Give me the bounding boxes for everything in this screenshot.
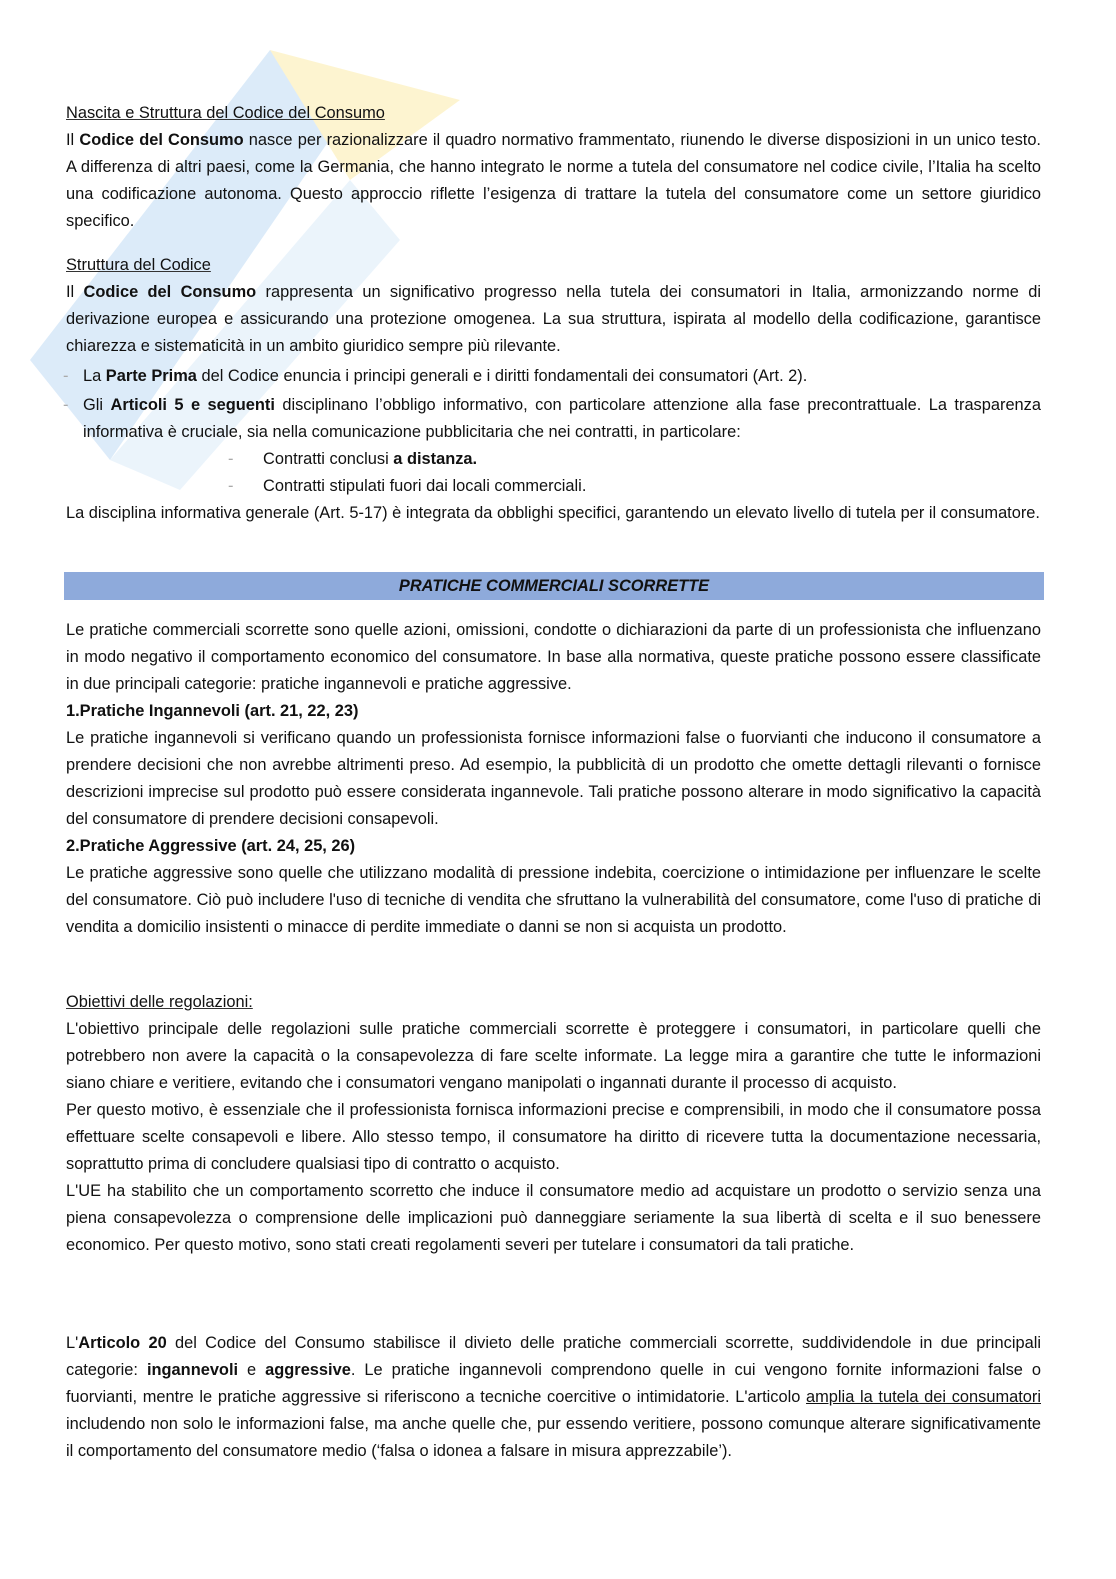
text-run: Le pratiche aggressive sono quelle che utilizzano modalità di pressione indebita, coercizione o intimidazione per influenzare le scelte del consumatore. Ciò può includere l'uso di tecniche di vendita che sfruttano la vulnerabilità del consumatore, come l'uso di pratiche di vendita a domicilio insistenti o minacce di perdite immediate o danni se non si acquista un prodotto.	[66, 864, 1041, 936]
bold-text: ingannevoli	[146, 1361, 239, 1379]
text-run: La disciplina informativa generale (Art. 5-17) è integrata da obblighi specifici, garantendo un elevato livello di tutela per il consumatore.	[66, 504, 1040, 522]
bold-text: aggressive	[265, 1361, 351, 1379]
bold-text: Articoli 5 e seguenti	[110, 396, 275, 414]
text-run: Il	[66, 283, 84, 301]
paragraph	[66, 500, 1041, 527]
text-run: . Le pratiche ingannevoli comprendono quelle in cui vengono fornite informazioni false o fuorvianti, mentre le pratiche aggressive si riferiscono a tecniche coercitive o intimidatorie. L'articolo	[66, 1361, 1041, 1406]
text-run: disciplinano l’obbligo informativo, con particolare attenzione alla fase precontrattuale. La trasparenza informativa è cruciale, sia nella comunicazione pubblicitaria che nei contratti, in particolare:	[83, 396, 1041, 441]
text-run: nasce per razionalizzare il quadro normativo frammentato, riunendo le diverse disposizioni in un unico testo. A differenza di altri paesi, come la Germania, che hanno integrato le norme a tutela del consumatore nel codice civile, l’Italia ha scelto una codificazione autonoma. Questo approccio riflette l’esigenza di trattare la tutela del consumatore come un settore giuridico specifico.	[66, 131, 1041, 230]
text-run: Le pratiche commerciali scorrette sono quelle azioni, omissioni, condotte o dichiarazioni da parte di un professionista che influenzano in modo negativo il comportamento economico del consumatore. In base alla normativa, queste pratiche possono essere classificate in due principali categorie: pratiche ingannevoli e pratiche aggressive.	[66, 621, 1041, 693]
text-run: del Codice del Consumo stabilisce il divieto delle pratiche commerciali scorrette, suddividendole in due principali categorie:	[66, 1334, 1041, 1379]
text-run: Contratti conclusi	[263, 450, 394, 468]
section-heading: Nascita e Struttura del Codice del Consumo	[66, 104, 385, 122]
text-run: Gli	[83, 396, 111, 414]
text-run: La	[83, 367, 106, 385]
bullet-item	[66, 363, 1041, 390]
bold-text: Codice del Consumo	[79, 131, 244, 149]
text-run: del Codice enuncia i principi generali e i diritti fondamentali dei consumatori (Art. 2).	[196, 367, 808, 385]
text-run: Contratti stipulati fuori dai locali commerciali.	[263, 477, 587, 495]
bold-text: a distanza.	[393, 450, 478, 468]
text-run: L'UE ha stabilito che un comportamento scorretto che induce il consumatore medio ad acquistare un prodotto o servizio senza una piena consapevolezza o comprensione delle implicazioni può danneggiare seriamente la sua libertà di scelta e il suo benessere economico. Per questo motivo, sono stati creati regolamenti severi per tutelare i consumatori da tali pratiche.	[66, 1182, 1041, 1254]
text-run: L'obiettivo principale delle regolazioni sulle pratiche commerciali scorrette è proteggere i consumatori, in particolare quelli che potrebbero non avere la capacità o la consapevolezza di fare scelte informate. La legge mira a garantire che tutte le informazioni siano chiare e veritiere, evitando che i consumatori vengano manipolati o ingannati durante il processo di acquisto.	[66, 1020, 1041, 1092]
subheading: 2.Pratiche Aggressive (art. 24, 25, 26)	[66, 837, 356, 855]
paragraph	[66, 1016, 1041, 1097]
section-heading: Struttura del Codice	[66, 256, 211, 274]
sub-bullet-item	[66, 446, 1041, 473]
section-heading: Obiettivi delle regolazioni:	[66, 993, 253, 1011]
text-run: Le pratiche ingannevoli si verificano quando un professionista fornisce informazioni false o fuorvianti che inducono il consumatore a prendere decisioni che non avrebbe altrimenti preso. Ad esempio, la pubblicità di un prodotto che omette dettagli rilevanti o fornisce descrizioni imprecise sul prodotto può essere considerata ingannevole. Tali pratiche possono alterare in modo significativo la capacità del consumatore di prendere decisioni consapevoli.	[66, 729, 1041, 828]
section-banner: PRATICHE COMMERCIALI SCORRETTE	[64, 572, 1044, 600]
text-run: rappresenta un significativo progresso nella tutela dei consumatori in Italia, armonizzando norme di derivazione europea e assicurando una protezione omogenea. La sua struttura, ispirata al modello della codificazione, garantisce chiarezza e sistematicità in un ambito giuridico sempre più rilevante.	[66, 283, 1041, 355]
paragraph	[66, 1178, 1041, 1259]
paragraph	[66, 617, 1041, 698]
paragraph	[66, 1330, 1041, 1465]
paragraph	[66, 127, 1041, 235]
paragraph	[66, 279, 1041, 360]
paragraph	[66, 860, 1041, 941]
paragraph	[66, 1097, 1041, 1178]
text-run: e	[238, 1361, 266, 1379]
underlined-text: amplia la tutela dei consumatori	[806, 1388, 1041, 1406]
bold-text: Parte Prima	[105, 367, 197, 385]
bold-text: Articolo 20	[78, 1334, 167, 1352]
text-run: L'	[66, 1334, 79, 1352]
bold-text: Codice del Consumo	[83, 283, 257, 301]
text-run: includendo non solo le informazioni false, ma anche quelle che, pur essendo veritiere, possono comunque alterare significativamente il comportamento del consumatore medio (‘falsa o idonea a falsare in misura apprezzabile’).	[66, 1415, 1041, 1460]
text-run: Per questo motivo, è essenziale che il professionista fornisca informazioni precise e comprensibili, in modo che il consumatore possa effettuare scelte consapevoli e libere. Allo stesso tempo, il consumatore ha diritto di ricevere tutta la documentazione necessaria, soprattutto prima di concludere qualsiasi tipo di contratto o acquisto.	[66, 1101, 1041, 1173]
paragraph	[66, 725, 1041, 833]
text-run: Il	[66, 131, 80, 149]
bullet-item	[66, 392, 1041, 446]
subheading: 1.Pratiche Ingannevoli (art. 21, 22, 23)	[66, 702, 359, 720]
sub-bullet-item	[66, 473, 1041, 500]
